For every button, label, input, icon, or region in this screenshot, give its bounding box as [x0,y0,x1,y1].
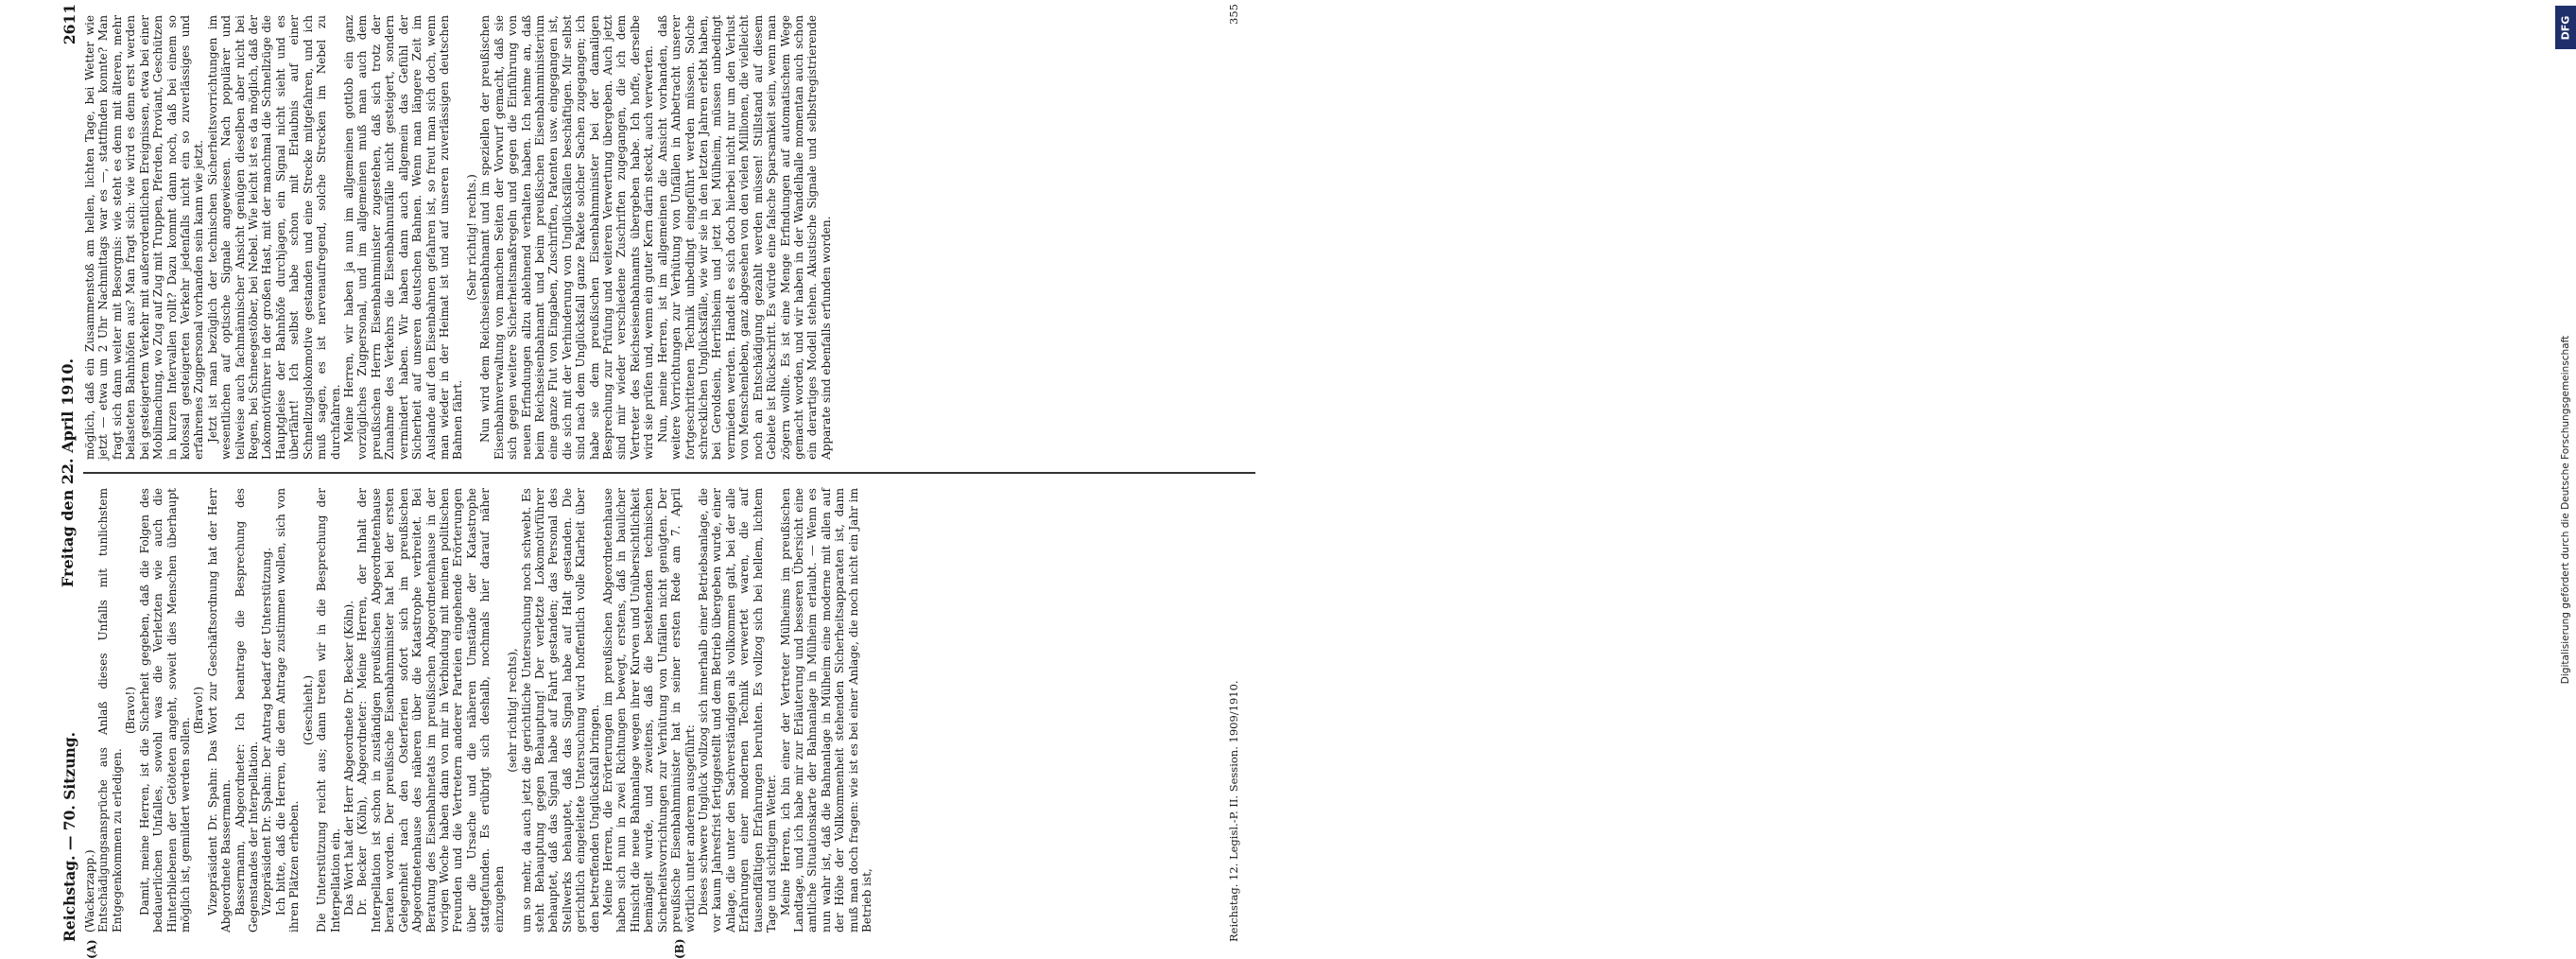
stage-direction: (sehr richtig! rechts), [506,488,519,933]
left-column [83,488,1255,933]
margin-mark-a: (A) [85,939,98,959]
column-rule [83,473,1255,475]
paragraph: Damit, meine Herren, ist die Sicherheit gegeben, daß die Folgen des bedauerlichen Unfalles, sowohl was die Verletzten wie auch die Hinterbliebenen der Getöteten angeht, soweit dies Menschen überhaupt möglich ist, gemildert werden sollen. [138,488,193,933]
margin-mark-b: (B) [673,939,686,959]
stage-direction: (Sehr richtig! rechts.) [465,15,478,460]
right-column-text [83,15,833,460]
paragraph: Nun wird dem Reichseisenbahnamt und im speziellen der preußischen Eisenbahnverwaltung von manchen Seiten der Vorwurf gemacht, daß sie sich gegen weitere Sicherheitsmaßregeln und gegen die Einführung von neuen Erfindungen allzu ablehnend verhalten haben. Ich nehme an, daß beim Reichseisenbahnamt und beim preußischen Eisenbahnministerium eine ganze Flut von Eingaben, Zuschriften, Patenten usw. eingegangen ist, die sich mit der Verhinderung von Unglücksfällen beschäftigen. Mir selbst sind nach dem Unglücksfall ganze Pakete solcher Sachen zugegangen; ich habe sie dem preußischen Eisenbahnminister bei der damaligen Besprechung zur Prüfung und weiteren Verwertung übergeben. Auch jetzt sind mir wieder verschiedene Zuschriften zugegangen, die ich dem Vertreter des Reichseisenbahnamts übergeben habe. Ich hoffe, derselbe wird sie prüfen und, wenn ein guter Kern darin steckt, auch verwerten. [478,15,655,460]
paragraph: Dr. Becker (Köln), Abgeordneter: Meine Herren, der Inhalt der Interpellation ist schon in zuständigen preußischen Abgeordnetenhause beraten worden. Der preußische Eisenbahnminister hat bei der ersten Gelegenheit nach den Osterferien sofort sich im preußischen Abgeordnetenhause des näheren über die Katastrophe verbreitet. Bei Beratung des Eisenbahnetats im preußischen Abgeordnetenhause in der vorigen Woche haben dann von mir in Verbindung mit meinen politischen Freunden und die Vertretern anderer Parteien eingehende Erörterungen über die Ursache und die näheren Umstände der Katastrophe stattgefunden. Es erübrigt sich deshalb, nochmals hier darauf näher einzugehen [355,488,506,933]
paragraph: Die Unterstützung reicht aus; dann treten wir in die Besprechung der Interpellation ein. [315,488,342,933]
paragraph: Meine Herren, wir haben ja nun im allgemeinen gottlob ein ganz vorzügliches Zugpersonal, und im allgemeinen muß man auch dem preußischen Herrn Eisenbahnminister zugestehen, daß sich trotz der Zunahme des Verkehrs die Eisenbahnunfälle nicht gesteigert, sondern vermindert haben. Wir haben dann auch allgemein das Gefühl der Sicherheit auf unseren deutschen Bahnen. Wenn man längere Zeit im Auslande auf den Eisenbahnen gefahren ist, so freut man sich doch, wenn man wieder in der Heimat ist und auf unseren zuverlässigen deutschen Bahnen fährt. [342,15,465,460]
paragraph: Jetzt ist man bezüglich der technischen Sicherheitsvorrichtungen im wesentlichen auf optische Signale angewiesen. Nach populärer und teilweise auch fachmännischer Ansicht genügen dieselben aber nicht bei Regen, bei Schneegestöber, bei Nebel. Wie leicht ist es da möglich, daß der Lokomotivführer in der großen Hast, mit der manchmal die Schnellzüge die Hauptgleise der Bahnhöfe durchjagen, ein Signal nicht sieht und es überfährt! Ich selbst habe schon mit Erlaubnis auf einer Schnellzugslokomotive gestanden und eine Strecke mitgefahren, und ich muß sagen, es ist nervenaufregend, solche Strecken im Nebel zu durchfahren. [206,15,342,460]
dfg-notice-text: Digitalisierung gefördert durch die Deutsche Forschungsgemeinschaft [2560,94,2571,926]
document-page [59,4,1278,942]
dfg-logo-text: DFG [2560,15,2572,40]
paragraph: Nun, meine Herren, ist im allgemeinen die Ansicht vorhanden, daß weitere Vorrichtungen zur Verhütung von Unfällen in Anbetracht unserer fortgeschrittenen Technik unbedingt eingeführt werden müssen. Solche schrecklichen Unglücksfälle, wie wir sie in den letzten Jahren erlebt haben, bei Geroldsein, Herrlisheim und jetzt bei Mülheim, müssen unbedingt vermieden werden. Handelt es sich doch hierbei nicht nur um den Verlust von Menschenleben, ganz abgesehen von den vielen Millionen, die vielleicht noch an Entschädigung gezahlt werden müssen! Stillstand auf diesem Gebiete ist Rückschritt. Es würde eine falsche Sparsamkeit sein, wenn man zögern wollte. Es ist eine Menge Erfindungen auf automatischem Wege gemacht worden, und wir haben in der Wandelhalle momentan auch schon ein derartiges Modell stehen. Akustische Signale und selbstregistrierende Apparate sind ebenfalls erfunden worden. [656,15,833,460]
digitization-strip [1274,0,1307,946]
paragraph: Das Wort hat der Herr Abgeordnete Dr. Becker (Köln). [342,488,355,933]
paragraph: Dieses schwere Unglück vollzog sich innerhalb einer Betriebsanlage, die vor kaum Jahresfrist fertiggestellt und dem Betrieb übergeben wurde, einer Anlage, die unter den Sachverständigen als vollkommen galt, bei der alle Erfahrungen einer modernen Technik verwertet waren, die auf tausendfältigen Erfahrungen beruhten. Es vollzog sich bei hellem, lichtem Tage und sichtigem Wetter. [697,488,779,933]
paragraph: um so mehr, da auch jetzt die gerichtliche Untersuchung noch schwebt. Es steht Behauptung gegen Behauptung! Der verletzte Lokomotivführer behauptet, daß das Signal habe auf Fahrt gestanden; das Personal des Stellwerks behauptet, daß das Signal habe auf Halt gestanden. Die gerichtlich eingeleitete Untersuchung wird hoffentlich volle Klarheit über den betreffenden Unglücksfall bringen. [520,488,602,933]
paragraph: (Wackerzapp.) [83,488,96,933]
stage-direction: (Bravo!) [192,488,205,933]
stage-direction: (Geschieht.) [302,488,315,933]
paragraph: Meine Herren, die Erörterungen im preußischen Abgeordnetenhause haben sich nun in zwei Richtungen bewegt, erstens, daß in baulicher Hinsicht die neue Bahnanlage wegen ihrer Kurven und Unübersichtlichkeit bemängelt wurde, und zweitens, daß die bestehenden technischen Sicherheitsvorrichtungen zur Verhütung von Unfällen nicht genügten. Der preußische Eisenbahnminister hat in seiner ersten Rede am 7. April wörtlich unter anderem ausgeführt: [601,488,697,933]
paragraph: Vizepräsident Dr. Spahn: Das Wort zur Geschäftsordnung hat der Herr Abgeordnete Bassermann. [206,488,233,933]
paragraph: Vizepräsident Dr. Spahn: Der Antrag bedarf der Unterstützung. [260,488,273,933]
footer-sheet-number: 355 [1227,4,1240,25]
left-column-text [83,488,873,933]
running-head-left: Reichstag. — 70. Sitzung. [61,732,78,942]
footer-session: Reichstag. 12. Legisl.-P. II. Session. 1909/1910. [1227,680,1240,942]
paragraph: möglich, daß ein Zusammenstoß am hellen, lichten Tage, bei Wetter wie jetzt — etwa um 2 Uhr Nachmittags war es —, stattfinden konnte? Man fragt sich dann weiter mit Besorgnis: wie steht es denn mit älteren, mehr belasteten Bahnhöfen aus? Man fragt sich: wie wird es denn erst werden bei gesteigertem Verkehr mit außerordentlichen Ereignissen, etwa bei einer Mobilmachung, wo Zug auf Zug mit Truppen, Pferden, Proviant, Geschützen in kurzen Intervallen rollt? Dazu kommt dann noch, daß bei einem so kolossal gesteigerten Verkehr jedenfalls nicht ein so zuverlässiges und erfahrenes Zugpersonal vorhanden sein kann wie jetzt. [83,15,206,460]
stage-direction: (Bravo!) [124,488,137,933]
running-head-date: Freitag den 22. April 1910. [59,4,77,942]
dfg-logo [2555,6,2576,49]
page-number: 2611 [61,4,78,44]
paragraph: Ich bitte, daß die Herren, die dem Antrage zustimmen wollen, sich von ihren Plätzen erheben. [274,488,302,933]
paragraph: Meine Herren, ich bin einer der Vertreter Mülheims im preußischen Landtage, und ich habe mir zur Erläuterung und besseren Übersicht eine amtliche Situationskarte der Bahnanlage in Mülheim erlaubt. — Wenn es nun wahr ist, daß die Bahnanlage in Mülheim eine moderne mit allen auf der Höhe der Vollkommenheit stehenden Sicherheitsapparaten ist, dann muß man doch fragen: wie ist es bei einer Anlage, die noch nicht ein Jahr im Betrieb ist, [779,488,874,933]
paragraph: Bassermann, Abgeordneter: Ich beantrage die Besprechung des Gegenstandes der Interpellation. [233,488,261,933]
right-column [83,15,1255,460]
paragraph: Entschädigungsansprüche aus Anlaß dieses Unfalls mit tunlichstem Entgegenkommen zu erledigen. [96,488,124,933]
